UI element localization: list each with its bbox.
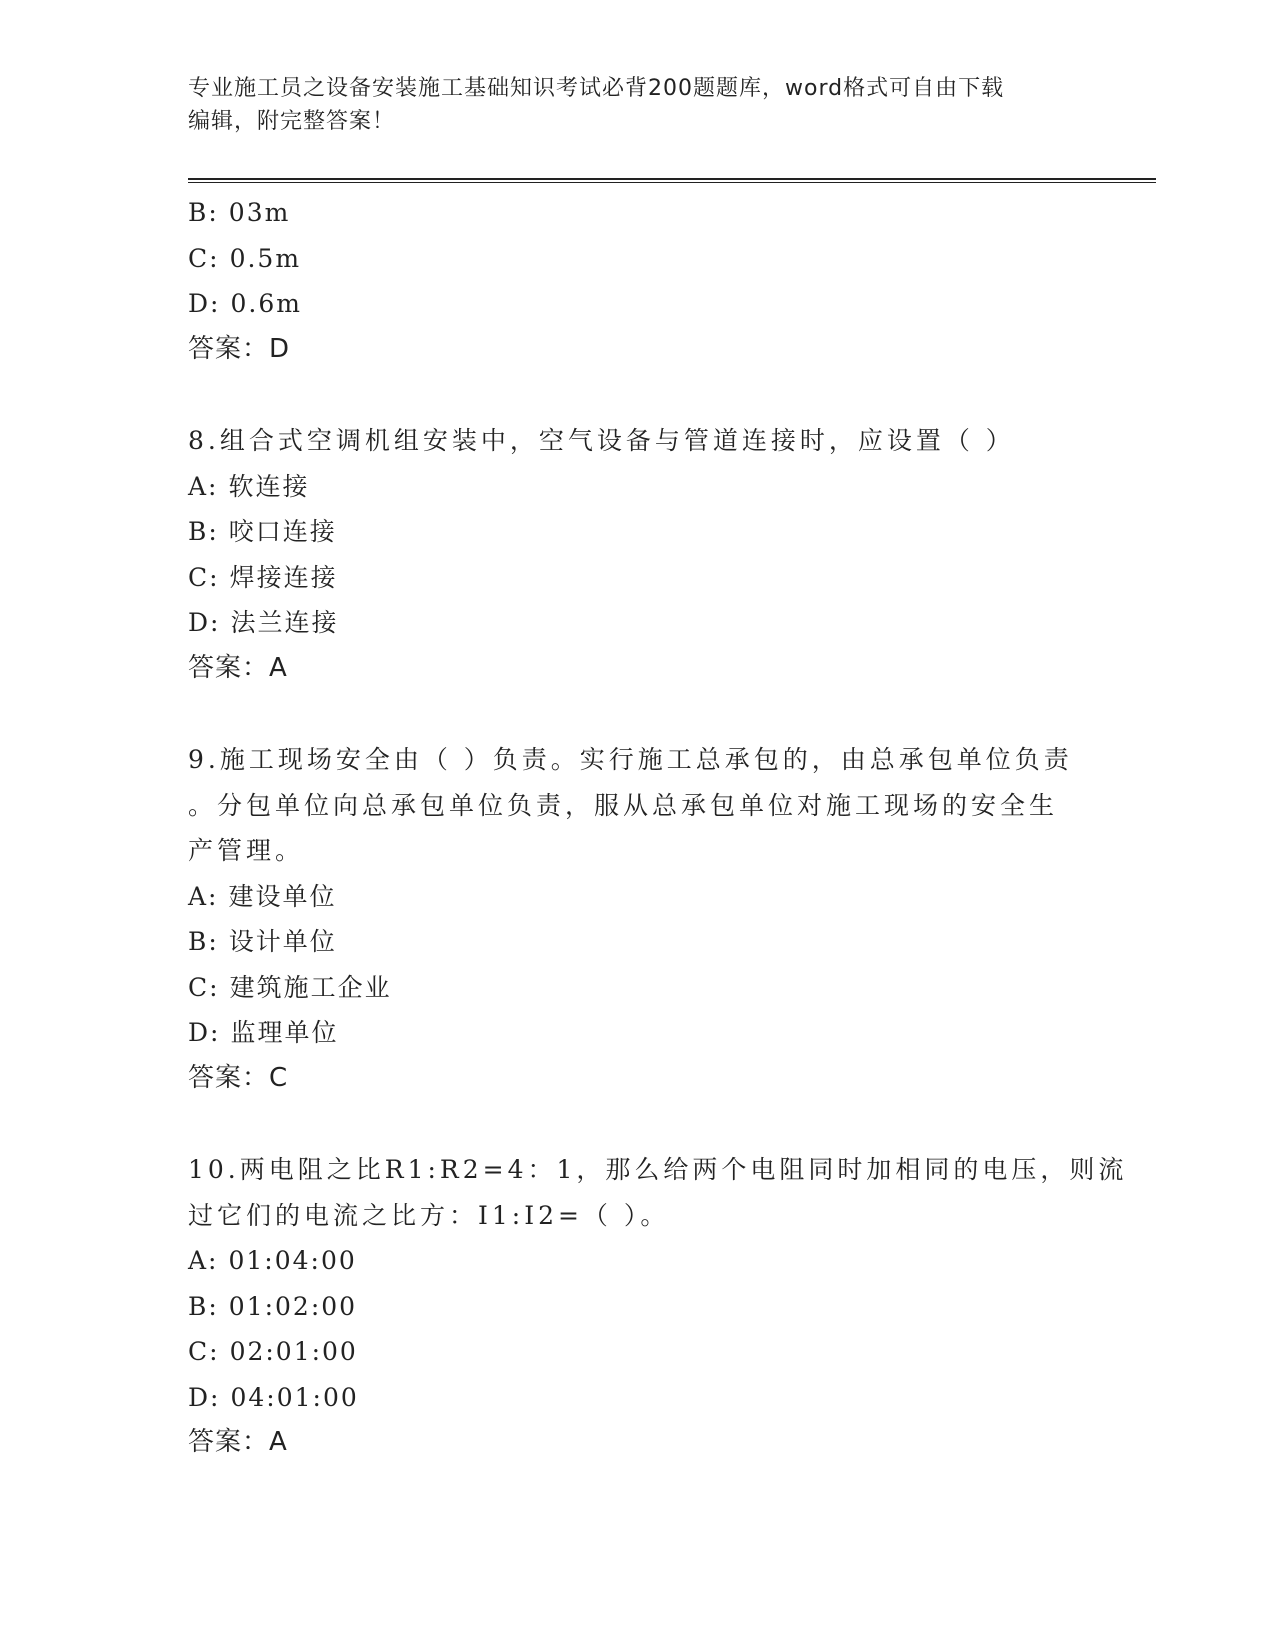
option-c: [188, 1329, 1108, 1375]
option-letter: A:: [188, 471, 219, 501]
option-letter: B:: [188, 927, 219, 956]
header-divider: [188, 178, 1156, 183]
answer-line: 答案：C: [188, 1062, 289, 1093]
question-line: 过它们的电流之比方：I1:I2=（ ）。: [188, 1200, 670, 1230]
question-block-10: [188, 1147, 1128, 1466]
option-text: 建设单位: [228, 881, 337, 911]
question-line: 10.两电阻之比R1:R2=4：1，那么给两个电阻同时加相同的电压，则流: [188, 1155, 1128, 1184]
question-text: [188, 418, 1108, 464]
option-letter: B:: [188, 198, 219, 227]
option-c: [188, 965, 1108, 1011]
option-a: [188, 464, 1108, 510]
option-a: [188, 1238, 1108, 1284]
option-letter: D:: [188, 289, 221, 318]
option-letter: D:: [188, 608, 221, 637]
question-line: 8.组合式空调机组安装中，空气设备与管道连接时，应设置（ ）: [188, 426, 1015, 455]
option-d: [188, 600, 1108, 646]
option-b: [188, 919, 1108, 965]
option-b: [188, 509, 1108, 555]
answer-line: 答案：D: [188, 333, 291, 364]
option-text: 咬口连接: [228, 517, 337, 546]
option-letter: A:: [188, 881, 219, 911]
option-c: [188, 236, 1108, 282]
partial-question-block: [188, 190, 1108, 372]
spacer: [188, 1101, 1108, 1147]
option-letter: A:: [188, 1246, 219, 1275]
option-text: 0.5m: [229, 243, 302, 273]
option-text: 设计单位: [228, 927, 337, 956]
option-text: 软连接: [228, 471, 310, 501]
question-block-9: [188, 737, 1108, 1101]
question-line: 。分包单位向总承包单位负责，服从总承包单位对施工现场的安全生: [188, 790, 1059, 820]
option-b: [188, 1284, 1108, 1330]
question-block-8: [188, 418, 1108, 691]
option-letter: C:: [188, 243, 220, 273]
option-text: 0.6m: [230, 289, 302, 318]
option-letter: B:: [188, 1291, 219, 1321]
option-b: [188, 190, 1108, 236]
option-text: 02:01:00: [229, 1337, 358, 1366]
option-text: 01:04:00: [228, 1246, 357, 1275]
option-text: 04:01:00: [230, 1382, 359, 1412]
option-d: [188, 281, 1108, 327]
option-text: 03m: [228, 198, 291, 227]
option-d: [188, 1010, 1108, 1056]
header-line-1: 专业施工员之设备安装施工基础知识考试必背200题题库，word格式可自由下载: [188, 76, 1005, 101]
option-d: [188, 1375, 1108, 1421]
option-text: 01:02:00: [228, 1291, 358, 1321]
option-text: 焊接连接: [229, 562, 338, 592]
answer-line: 答案：A: [188, 1427, 288, 1457]
option-letter: D:: [188, 1382, 221, 1412]
option-text: 建筑施工企业: [229, 972, 392, 1002]
spacer: [188, 372, 1108, 418]
header-line-2: 编辑，附完整答案！: [188, 109, 396, 134]
option-text: 法兰连接: [230, 608, 339, 637]
option-text: 监理单位: [230, 1018, 339, 1047]
option-letter: C:: [188, 562, 220, 592]
option-letter: C:: [188, 1337, 220, 1366]
option-letter: D:: [188, 1018, 221, 1047]
question-line: 产管理。: [188, 836, 305, 865]
answer-line: 答案：A: [188, 652, 288, 683]
option-c: [188, 555, 1108, 601]
spacer: [188, 691, 1108, 737]
question-text: [188, 1147, 1128, 1238]
option-a: [188, 874, 1108, 920]
document-header: [188, 72, 1088, 138]
option-letter: C:: [188, 972, 220, 1002]
question-line: 9.施工现场安全由（ ）负责。实行施工总承包的，由总承包单位负责: [188, 745, 1073, 774]
option-letter: B:: [188, 517, 219, 546]
question-text: [188, 737, 1108, 874]
question-list: [188, 190, 1128, 1466]
